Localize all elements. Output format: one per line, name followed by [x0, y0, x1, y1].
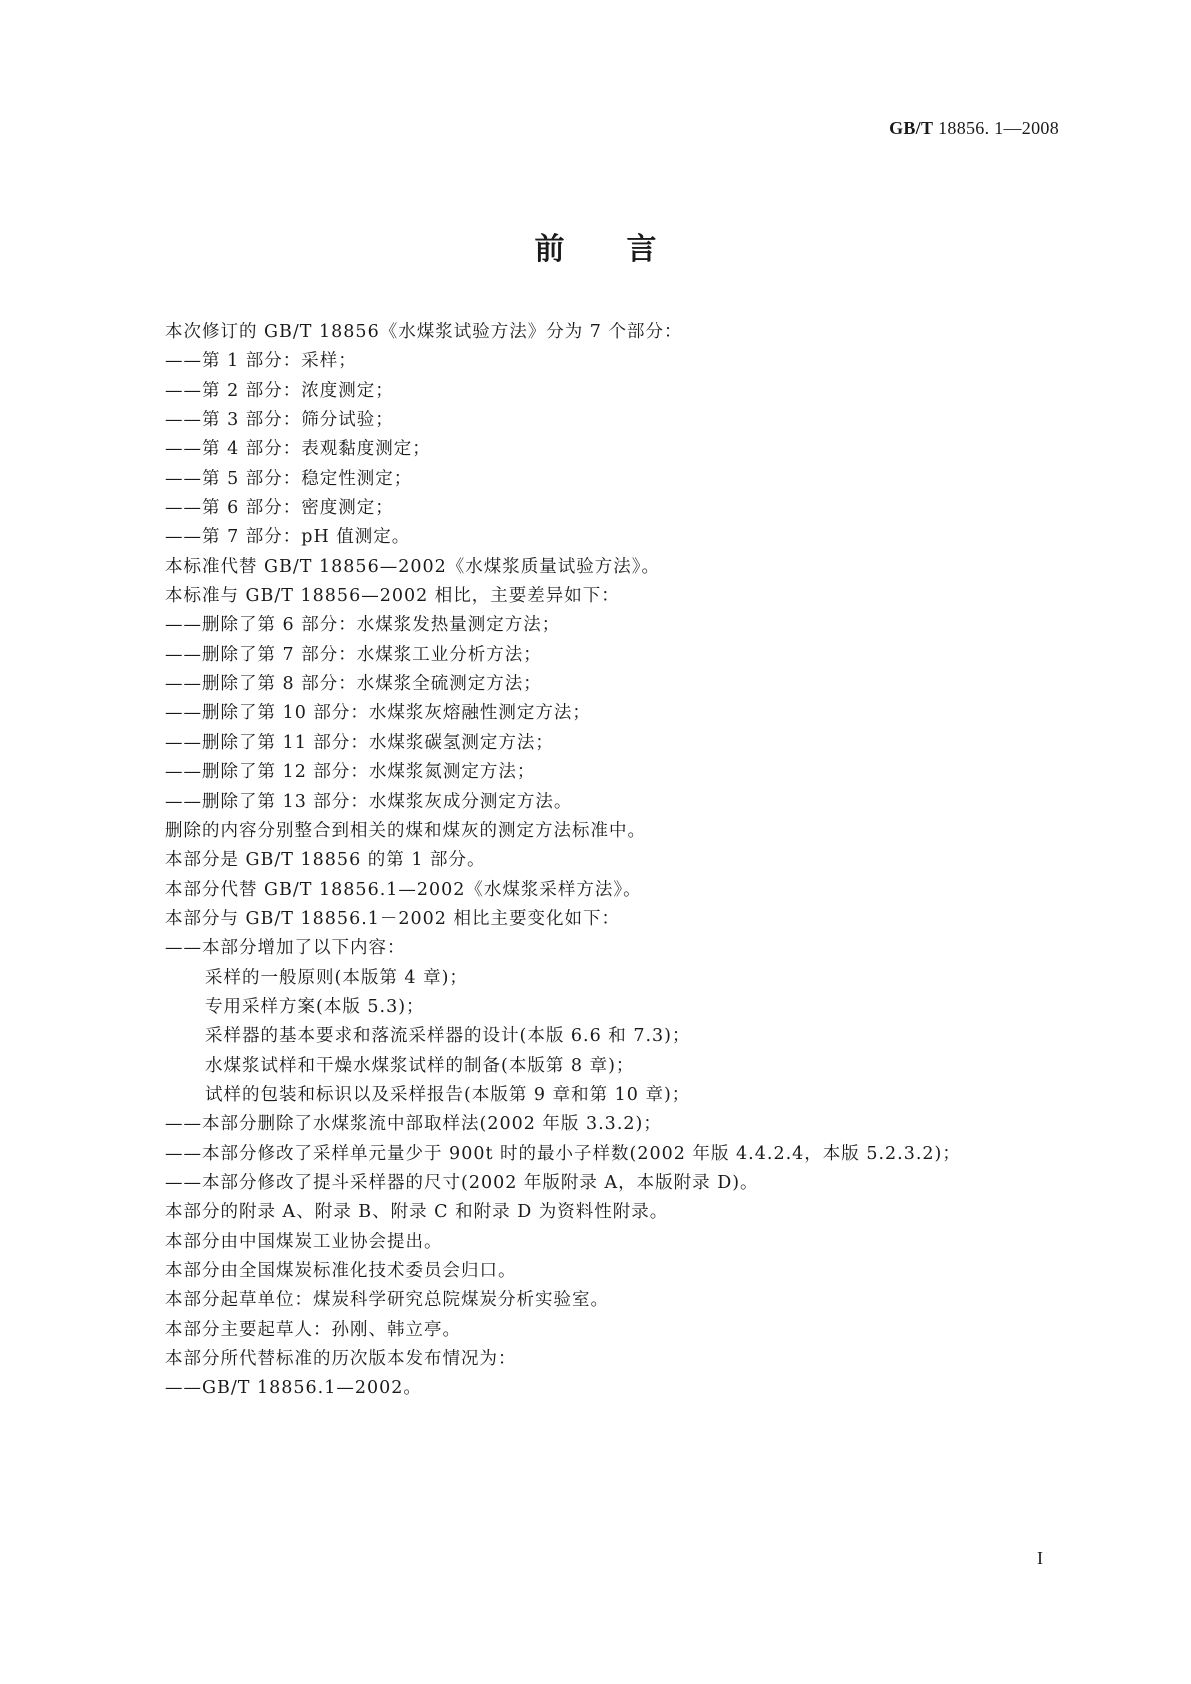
text-line: 本部分主要起草人：孙刚、韩立亭。: [165, 1319, 461, 1340]
text-line: 本部分由中国煤炭工业协会提出。: [165, 1231, 443, 1252]
text-line: 本标准代替 GB/T 18856—2002《水煤浆质量试验方法》。: [165, 556, 660, 577]
text-line: ——删除了第 8 部分：水煤浆全硫测定方法；: [165, 674, 542, 695]
text-line: 试样的包装和标识以及采样报告(本版第 9 章和第 10 章)；: [205, 1084, 691, 1105]
text-line: ——第 3 部分：筛分试验；: [165, 410, 394, 431]
text-line: 删除的内容分别整合到相关的煤和煤灰的测定方法标准中。: [165, 820, 646, 841]
text-line: 本部分所代替标准的历次版本发布情况为：: [165, 1349, 517, 1370]
document-code-prefix: GB/T: [889, 118, 934, 138]
text-line: 本部分起草单位：煤炭科学研究总院煤炭分析实验室。: [165, 1290, 609, 1311]
foreword-body: [165, 318, 1065, 1404]
text-line: 专用采样方案(本版 5.3)；: [205, 996, 425, 1017]
text-line: 本部分代替 GB/T 18856.1—2002《水煤浆采样方法》。: [165, 879, 642, 900]
text-line: 本部分与 GB/T 18856.1－2002 相比主要变化如下：: [165, 908, 620, 929]
document-code-number: 18856. 1—2008: [933, 118, 1059, 138]
text-line: ——删除了第 12 部分：水煤浆氮测定方法；: [165, 762, 536, 783]
text-line: ——第 4 部分：表观黏度测定；: [165, 439, 431, 460]
text-line: ——第 5 部分：稳定性测定；: [165, 468, 413, 489]
text-line: 本部分由全国煤炭标准化技术委员会归口。: [165, 1261, 517, 1281]
text-line: ——第 2 部分：浓度测定；: [165, 380, 394, 401]
text-line: ——删除了第 13 部分：水煤浆灰成分测定方法。: [165, 791, 573, 812]
text-line: ——第 6 部分：密度测定；: [165, 498, 394, 519]
text-line: ——删除了第 11 部分：水煤浆碳氢测定方法；: [165, 732, 554, 753]
text-line: 水煤浆试样和干燥水煤浆试样的制备(本版第 8 章)；: [205, 1055, 635, 1076]
text-line: 本次修订的 GB/T 18856《水煤浆试验方法》分为 7 个部分：: [165, 322, 683, 342]
text-line: ——本部分删除了水煤浆流中部取样法(2002 年版 3.3.2)；: [165, 1114, 662, 1135]
text-line: ——本部分修改了采样单元量少于 900t 时的最小子样数(2002 年版 4.4.2.4，本版 5.2.3.2)；: [165, 1143, 961, 1164]
text-line: ——本部分增加了以下内容：: [165, 938, 406, 959]
text-line: ——第 7 部分：pH 值测定。: [165, 527, 411, 548]
text-line: ——删除了第 6 部分：水煤浆发热量测定方法；: [165, 615, 561, 636]
text-line: ——本部分修改了提斗采样器的尺寸(2002 年版附录 A，本版附录 D)。: [165, 1172, 759, 1193]
text-line: 采样的一般原则(本版第 4 章)；: [205, 967, 468, 988]
text-line: ——第 1 部分：采样；: [165, 351, 357, 372]
text-line: 本标准与 GB/T 18856—2002 相比，主要差异如下：: [165, 586, 620, 607]
text-line: ——删除了第 10 部分：水煤浆灰熔融性测定方法；: [165, 703, 591, 724]
page-title: 前言: [534, 232, 719, 267]
page-number: I: [1037, 1548, 1043, 1568]
text-line: 采样器的基本要求和落流采样器的设计(本版 6.6 和 7.3)；: [205, 1026, 691, 1047]
text-line: 本部分的附录 A、附录 B、附录 C 和附录 D 为资料性附录。: [165, 1202, 669, 1223]
text-line: ——删除了第 7 部分：水煤浆工业分析方法；: [165, 644, 542, 665]
text-line: 本部分是 GB/T 18856 的第 1 部分。: [165, 850, 486, 871]
document-code: [889, 118, 1059, 139]
text-line: ——GB/T 18856.1—2002。: [165, 1378, 422, 1399]
